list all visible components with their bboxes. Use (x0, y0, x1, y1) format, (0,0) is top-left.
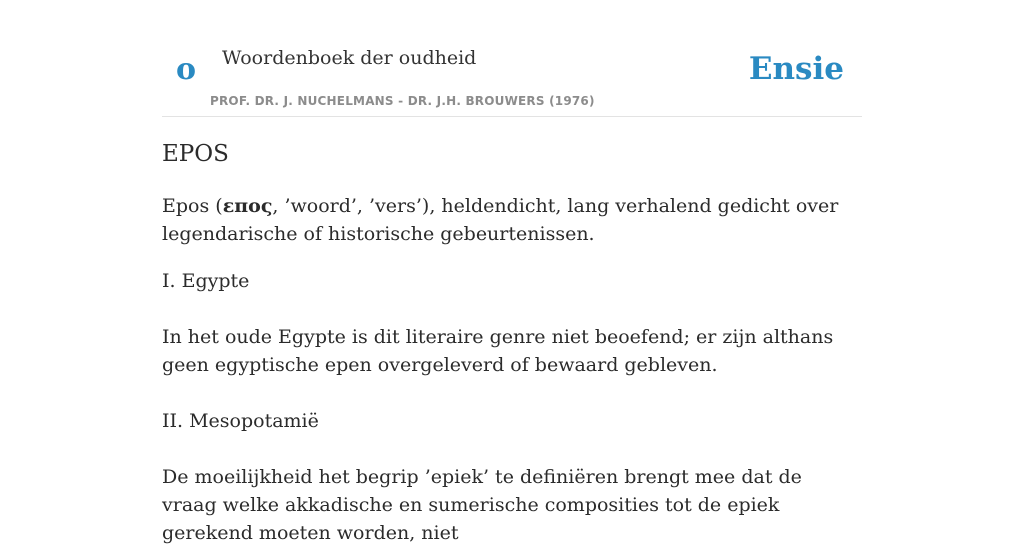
dictionary-logo[interactable]: o (176, 52, 197, 87)
section-heading-egypte: I. Egypte (162, 270, 250, 292)
article-title: EPOS (162, 141, 229, 167)
article-lead (162, 192, 862, 248)
article (162, 138, 862, 547)
dictionary-title[interactable]: Woordenboek der oudheid (222, 47, 477, 69)
section-text-egypte: In het oude Egypte is dit literaire genre niet beoefend; er zijn althans geen egyptische epen overgeleverd of bewaard gebleven. (162, 326, 834, 376)
page-header (162, 0, 862, 117)
greek-term: επος (222, 195, 273, 217)
section-heading-mesopotamie: II. Mesopotamië (162, 410, 319, 432)
lead-text-after: , ’woord’, ’vers’), heldendicht, lang verhalend gedicht over legendarische of historische gebeurtenissen. (162, 195, 839, 245)
lead-text-before: Epos ( (162, 195, 223, 217)
section-text-mesopotamie: De moeilijkheid het begrip ’epiek’ te definiëren brengt mee dat de vraag welke akkadische en sumerische composities tot de epiek gerekend moeten worden, niet (162, 466, 802, 544)
ensie-logo-link[interactable]: Ensie (748, 51, 844, 87)
dictionary-authors: PROF. DR. J. NUCHELMANS - DR. J.H. BROUWERS (1976) (210, 94, 595, 108)
